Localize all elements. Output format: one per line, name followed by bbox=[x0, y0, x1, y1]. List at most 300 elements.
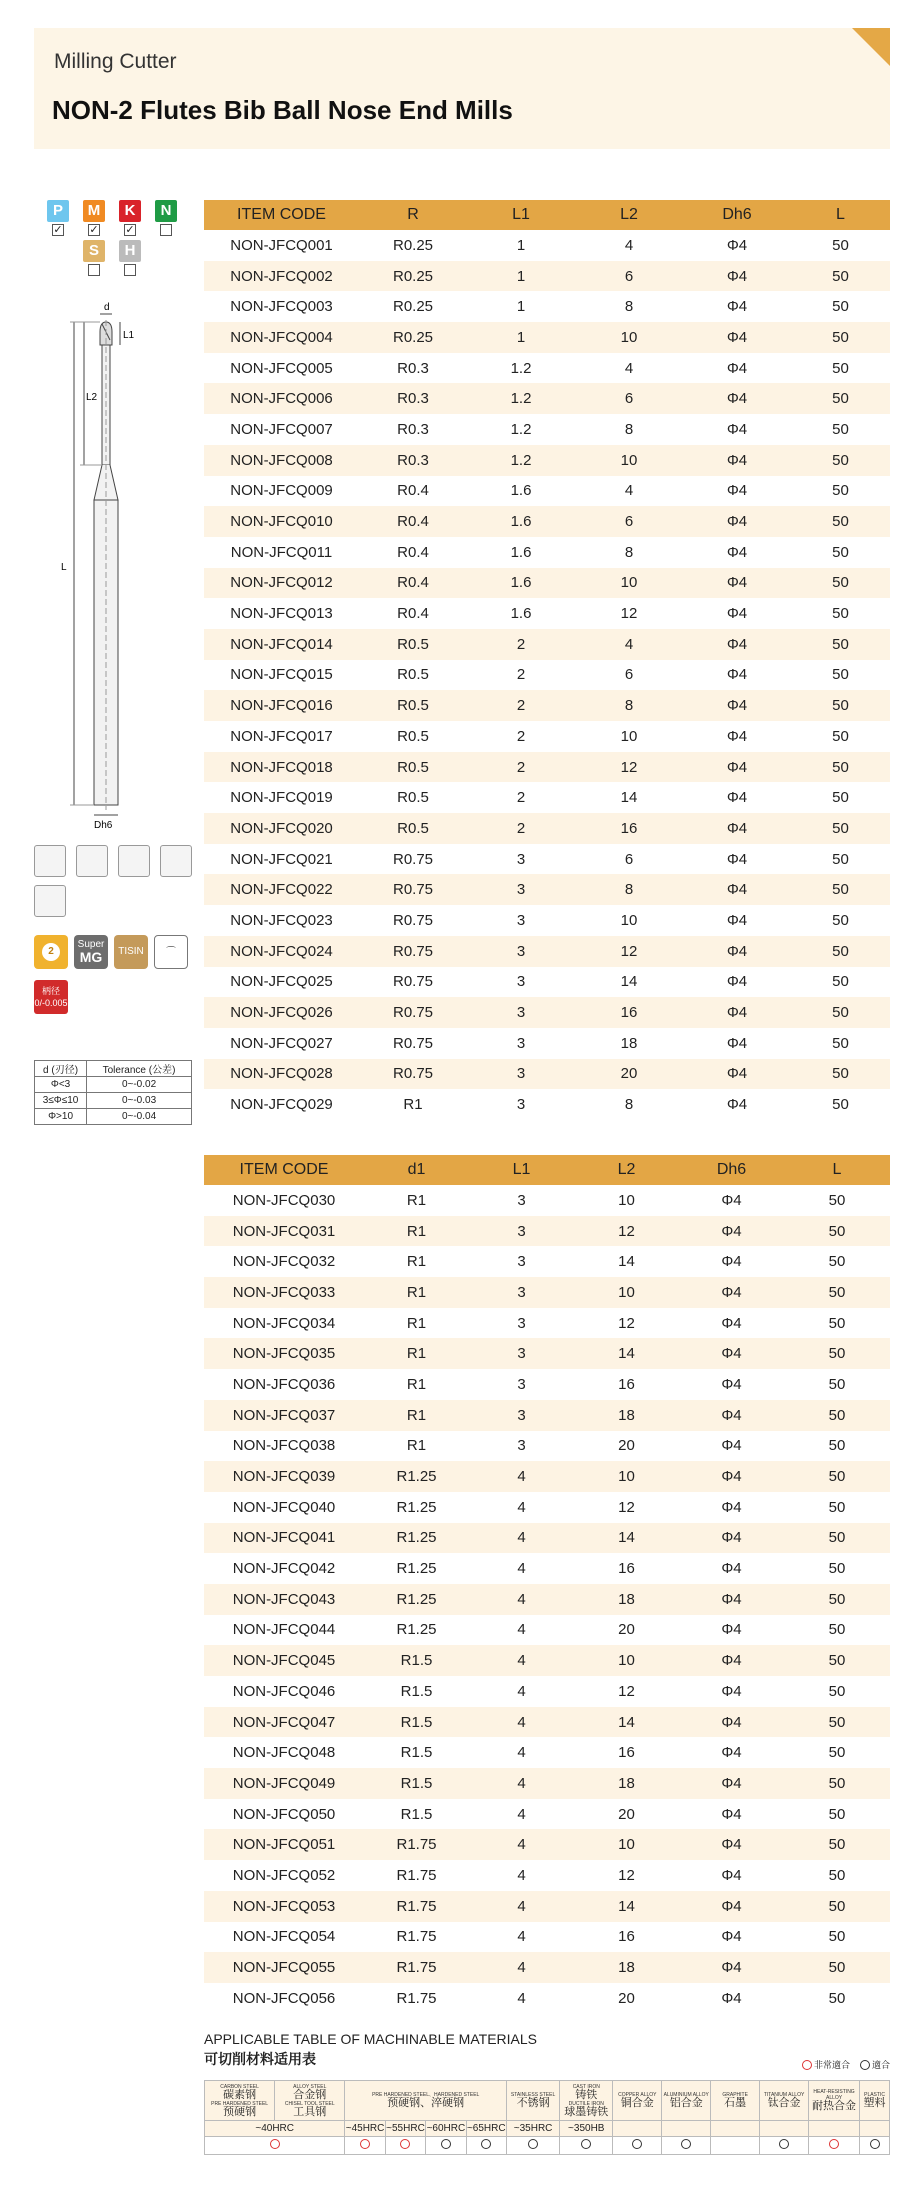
rating-cell bbox=[507, 2137, 560, 2155]
tisin-coating-badge: TISIN bbox=[114, 935, 148, 969]
table-cell: 10 bbox=[574, 1645, 679, 1676]
rating-cell bbox=[809, 2137, 860, 2155]
table-row bbox=[204, 568, 890, 599]
table-cell: Φ4 bbox=[721, 1866, 742, 1884]
table-cell: 18 bbox=[620, 1034, 638, 1052]
tolerance-table bbox=[34, 1060, 192, 1125]
column-header: R bbox=[359, 200, 467, 230]
rating-cell bbox=[426, 2137, 466, 2155]
table-row bbox=[204, 1584, 890, 1615]
table-row bbox=[204, 690, 890, 721]
table-cell: Φ4 bbox=[683, 752, 791, 783]
table-cell: 10 bbox=[574, 1277, 679, 1308]
table-cell: R0.3 bbox=[359, 445, 467, 476]
tolerance-cell: 0~-0.03 bbox=[87, 1093, 192, 1109]
material-letter: P bbox=[47, 200, 69, 222]
table-cell: NON-JFCQ033 bbox=[204, 1277, 364, 1308]
table-cell: NON-JFCQ027 bbox=[230, 1034, 333, 1052]
table-cell: Φ4 bbox=[721, 1314, 742, 1332]
table-cell: 50 bbox=[784, 1461, 890, 1492]
table-cell: 14 bbox=[574, 1338, 679, 1369]
tolerance-cell: Φ>10 bbox=[35, 1109, 87, 1125]
table-cell: R1.75 bbox=[364, 1829, 469, 1860]
table-cell: 4 bbox=[624, 236, 634, 254]
table-row bbox=[204, 322, 890, 353]
table-row bbox=[204, 967, 890, 998]
table-row bbox=[204, 1461, 890, 1492]
table-row bbox=[204, 752, 890, 783]
table-cell: Φ4 bbox=[721, 1375, 742, 1393]
badge-row bbox=[46, 200, 186, 236]
plunging-icon bbox=[118, 845, 150, 877]
table-cell: R0.75 bbox=[392, 850, 434, 868]
rating-cell bbox=[345, 2137, 385, 2155]
table-cell: R1 bbox=[364, 1338, 469, 1369]
table-cell: 50 bbox=[832, 420, 849, 438]
table-cell: 50 bbox=[791, 813, 890, 844]
table-cell: Φ4 bbox=[679, 1584, 784, 1615]
suitable-icon bbox=[681, 2139, 691, 2149]
table-row bbox=[204, 1676, 890, 1707]
hrc-cell: ~40HRC bbox=[205, 2121, 345, 2137]
material-badge-k bbox=[118, 200, 142, 236]
table-cell: 12 bbox=[574, 1216, 679, 1247]
column-header: Dh6 bbox=[679, 1155, 784, 1185]
table-cell: R0.25 bbox=[359, 322, 467, 353]
table-cell: R1 bbox=[364, 1400, 469, 1431]
table-cell: 4 bbox=[624, 359, 634, 377]
table-cell: 4 bbox=[517, 1682, 526, 1700]
table-cell: R0.75 bbox=[359, 1059, 467, 1090]
table-cell: 50 bbox=[791, 383, 890, 414]
table-cell: 50 bbox=[828, 1805, 846, 1823]
table-cell: NON-JFCQ003 bbox=[230, 298, 333, 316]
table-cell: NON-JFCQ015 bbox=[230, 666, 333, 684]
table-cell: NON-JFCQ038 bbox=[232, 1437, 336, 1455]
table-cell: Φ4 bbox=[726, 789, 748, 807]
table-cell: Φ4 bbox=[726, 359, 748, 377]
table-cell: 8 bbox=[624, 543, 634, 561]
table-cell: NON-JFCQ005 bbox=[230, 359, 333, 377]
end-mill-drawing bbox=[34, 300, 194, 830]
table-cell: 20 bbox=[618, 1989, 635, 2007]
table-cell: 12 bbox=[575, 752, 683, 783]
table-cell: Φ4 bbox=[721, 1744, 742, 1762]
table-cell: 18 bbox=[574, 1584, 679, 1615]
table-cell: R0.75 bbox=[359, 997, 467, 1028]
table-cell: Φ4 bbox=[683, 1059, 791, 1090]
table-row bbox=[204, 1400, 890, 1431]
badge-row bbox=[46, 240, 186, 276]
table-cell: 50 bbox=[828, 1375, 846, 1393]
table-cell: Φ4 bbox=[726, 911, 748, 929]
column-header: L bbox=[784, 1155, 890, 1185]
table-cell: Φ4 bbox=[721, 1191, 742, 1209]
table-cell: 3 bbox=[517, 1375, 526, 1393]
very-suitable-icon bbox=[829, 2139, 839, 2149]
column-header: d1 bbox=[364, 1155, 469, 1185]
table-cell: 50 bbox=[791, 997, 890, 1028]
table-cell: R1 bbox=[406, 1253, 427, 1271]
table-cell: 50 bbox=[828, 1191, 846, 1209]
two-flute-icon: 2 bbox=[34, 935, 68, 969]
table-cell: NON-JFCQ055 bbox=[204, 1952, 364, 1983]
col-titanium: TITANIUM ALLOY 钛合金 bbox=[760, 2081, 809, 2121]
table-cell: 50 bbox=[784, 1952, 890, 1983]
table-cell: R1.75 bbox=[364, 1952, 469, 1983]
table-cell: 1.6 bbox=[510, 482, 532, 500]
table-cell: 50 bbox=[791, 568, 890, 599]
table-cell: 50 bbox=[828, 1621, 846, 1639]
table-cell: 18 bbox=[574, 1768, 679, 1799]
material-letter: N bbox=[155, 200, 177, 222]
table-cell: 16 bbox=[618, 1928, 635, 1946]
table-cell: 3 bbox=[516, 1034, 526, 1052]
table-row bbox=[204, 1431, 890, 1462]
table-cell: 14 bbox=[574, 1891, 679, 1922]
table-cell: NON-JFCQ022 bbox=[204, 874, 359, 905]
table-cell: NON-JFCQ042 bbox=[232, 1560, 336, 1578]
table-cell: R0.25 bbox=[392, 236, 434, 254]
ball-nose-icon: ⌒ bbox=[154, 935, 188, 969]
table-cell: Φ4 bbox=[683, 568, 791, 599]
tolerance-cell: 3≤Φ≤10 bbox=[35, 1093, 87, 1109]
tolerance-row bbox=[35, 1093, 192, 1109]
table-cell: 50 bbox=[828, 1682, 846, 1700]
table-cell: Φ4 bbox=[679, 1645, 784, 1676]
table-cell: 50 bbox=[784, 1707, 890, 1738]
side-milling-icon bbox=[76, 845, 108, 877]
spec-table-1 bbox=[204, 200, 890, 1120]
table-cell: 10 bbox=[575, 445, 683, 476]
table-row bbox=[204, 353, 890, 384]
materials-table bbox=[204, 2080, 890, 2155]
table-cell: NON-JFCQ011 bbox=[230, 543, 333, 561]
table-cell: 3 bbox=[467, 997, 575, 1028]
table-row bbox=[204, 1860, 890, 1891]
table-cell: R0.75 bbox=[392, 911, 434, 929]
table-row bbox=[204, 721, 890, 752]
table-cell: 10 bbox=[575, 568, 683, 599]
table-cell: Φ4 bbox=[679, 1768, 784, 1799]
table-cell: 6 bbox=[575, 506, 683, 537]
table-cell: 14 bbox=[618, 1253, 635, 1271]
table-cell: R1 bbox=[406, 1191, 427, 1209]
table-cell: NON-JFCQ026 bbox=[204, 997, 359, 1028]
table-cell: NON-JFCQ018 bbox=[204, 752, 359, 783]
table-cell: 2 bbox=[516, 666, 526, 684]
table-cell: 4 bbox=[469, 1952, 574, 1983]
table-cell: 18 bbox=[574, 1400, 679, 1431]
table-row bbox=[204, 1277, 890, 1308]
table-cell: 1 bbox=[467, 261, 575, 292]
table-cell: 6 bbox=[575, 261, 683, 292]
table-cell: R1 bbox=[406, 1437, 427, 1455]
table-cell: 3 bbox=[517, 1314, 526, 1332]
material-checkbox bbox=[160, 224, 172, 236]
table-cell: R0.75 bbox=[359, 936, 467, 967]
table-cell: Φ4 bbox=[726, 1034, 748, 1052]
table-cell: NON-JFCQ010 bbox=[204, 506, 359, 537]
suitable-icon bbox=[870, 2139, 880, 2149]
table-cell: R0.5 bbox=[359, 690, 467, 721]
table-cell: 4 bbox=[517, 1621, 526, 1639]
table-row bbox=[204, 1216, 890, 1247]
table-cell: R0.4 bbox=[359, 568, 467, 599]
coating-badges bbox=[34, 935, 188, 969]
table-cell: R1.75 bbox=[364, 1891, 469, 1922]
label-l1: L1 bbox=[123, 330, 135, 341]
table-cell: 50 bbox=[784, 1277, 890, 1308]
table-cell: 10 bbox=[620, 727, 638, 745]
table-cell: R0.4 bbox=[397, 543, 429, 561]
table-cell: R0.75 bbox=[392, 1034, 434, 1052]
table-cell: R0.3 bbox=[397, 359, 429, 377]
table-cell: 20 bbox=[618, 1621, 635, 1639]
table-cell: 12 bbox=[618, 1866, 635, 1884]
table-cell: 3 bbox=[467, 936, 575, 967]
table-cell: Φ4 bbox=[679, 1952, 784, 1983]
table-cell: 3 bbox=[516, 911, 526, 929]
table-cell: 3 bbox=[467, 874, 575, 905]
tolerance-cell: 0~-0.02 bbox=[87, 1077, 192, 1093]
table-cell: 16 bbox=[618, 1744, 635, 1762]
table-cell: NON-JFCQ019 bbox=[230, 789, 333, 807]
table-cell: R1 bbox=[406, 1375, 427, 1393]
rating-cell bbox=[613, 2137, 662, 2155]
applicable-title: APPLICABLE TABLE OF MACHINABLE MATERIALS bbox=[204, 2031, 537, 2047]
table-cell: 6 bbox=[624, 666, 634, 684]
table-cell: Φ4 bbox=[726, 727, 748, 745]
table-cell: 3 bbox=[516, 850, 526, 868]
material-badges bbox=[46, 200, 186, 280]
table-row bbox=[204, 782, 890, 813]
table-cell: NON-JFCQ016 bbox=[204, 690, 359, 721]
table-cell: 50 bbox=[784, 1523, 890, 1554]
very-suitable-icon bbox=[270, 2139, 280, 2149]
table-cell: 1.6 bbox=[467, 568, 575, 599]
table-cell: NON-JFCQ028 bbox=[204, 1059, 359, 1090]
label-dh6: Dh6 bbox=[94, 820, 113, 830]
table-cell: 50 bbox=[828, 1866, 846, 1884]
table-cell: Φ4 bbox=[726, 1096, 748, 1114]
table-row bbox=[204, 1737, 890, 1768]
col-alloy: ALLOY STEEL 合金钢 CHISEL TOOL STEEL 工具钢 bbox=[275, 2081, 345, 2121]
rating-cell bbox=[760, 2137, 809, 2155]
table-cell: 2 bbox=[516, 727, 526, 745]
rating-cell bbox=[662, 2137, 711, 2155]
tolerance-header: d (刃径) bbox=[35, 1061, 87, 1077]
table-cell: NON-JFCQ044 bbox=[232, 1621, 336, 1639]
table-cell: 50 bbox=[784, 1216, 890, 1247]
column-header: ITEM CODE bbox=[204, 200, 359, 230]
table-cell: 50 bbox=[784, 1768, 890, 1799]
table-row bbox=[204, 1523, 890, 1554]
table-cell: 4 bbox=[469, 1584, 574, 1615]
table-cell: NON-JFCQ013 bbox=[230, 605, 333, 623]
label-l: L bbox=[61, 562, 67, 573]
table-cell: NON-JFCQ040 bbox=[232, 1498, 336, 1516]
table-cell: 8 bbox=[624, 420, 634, 438]
table-cell: 50 bbox=[784, 1400, 890, 1431]
table-cell: Φ4 bbox=[726, 482, 748, 500]
table-cell: NON-JFCQ031 bbox=[204, 1216, 364, 1247]
machining-icons bbox=[34, 845, 194, 925]
table-cell: 50 bbox=[832, 911, 849, 929]
table-cell: 50 bbox=[832, 359, 849, 377]
table-cell: Φ4 bbox=[721, 1498, 742, 1516]
table-cell: R0.4 bbox=[359, 506, 467, 537]
table-cell: R1.25 bbox=[364, 1584, 469, 1615]
table-row bbox=[204, 476, 890, 507]
label-l2: L2 bbox=[86, 392, 98, 403]
column-header: L2 bbox=[575, 200, 683, 230]
table-cell: 10 bbox=[618, 1191, 635, 1209]
table-cell: R1.5 bbox=[364, 1768, 469, 1799]
table-cell: R1.25 bbox=[364, 1523, 469, 1554]
table-cell: 50 bbox=[791, 752, 890, 783]
material-badge-s bbox=[82, 240, 106, 276]
table-cell: NON-JFCQ054 bbox=[232, 1928, 336, 1946]
table-cell: 3 bbox=[469, 1277, 574, 1308]
rating-cell bbox=[560, 2137, 613, 2155]
table-cell: NON-JFCQ047 bbox=[204, 1707, 364, 1738]
table-cell: 4 bbox=[517, 1928, 526, 1946]
table-cell: 14 bbox=[620, 789, 638, 807]
table-cell: R1 bbox=[406, 1314, 427, 1332]
table-cell: 3 bbox=[469, 1338, 574, 1369]
table-cell: 4 bbox=[469, 1891, 574, 1922]
material-letter: H bbox=[119, 240, 141, 262]
table-cell: Φ4 bbox=[679, 1523, 784, 1554]
table-cell: 50 bbox=[832, 666, 849, 684]
table-row bbox=[204, 905, 890, 936]
col-graphite: GRAPHITE 石墨 bbox=[711, 2081, 760, 2121]
column-header: Dh6 bbox=[683, 200, 791, 230]
table-cell: 4 bbox=[517, 1498, 526, 1516]
table-cell: NON-JFCQ002 bbox=[204, 261, 359, 292]
table-cell: 50 bbox=[832, 298, 849, 316]
table-cell: Φ4 bbox=[679, 1338, 784, 1369]
table-cell: Φ4 bbox=[679, 1277, 784, 1308]
table-row bbox=[204, 1922, 890, 1953]
table-cell: Φ4 bbox=[683, 322, 791, 353]
table-cell: Φ4 bbox=[726, 973, 748, 991]
spec-table-2 bbox=[204, 1155, 890, 2014]
very-suitable-icon bbox=[400, 2139, 410, 2149]
table-row bbox=[204, 1707, 890, 1738]
table-cell: 50 bbox=[832, 236, 849, 254]
tolerance-cell: 0~-0.04 bbox=[87, 1109, 192, 1125]
table-cell: Φ4 bbox=[679, 1400, 784, 1431]
table-cell: Φ4 bbox=[721, 1682, 742, 1700]
table-cell: 1.2 bbox=[467, 383, 575, 414]
table-cell: R1.5 bbox=[364, 1645, 469, 1676]
table-cell: Φ4 bbox=[721, 1621, 742, 1639]
corner-accent bbox=[852, 28, 890, 66]
table-cell: 1 bbox=[516, 298, 526, 316]
table-cell: 4 bbox=[469, 1829, 574, 1860]
table-cell: 4 bbox=[517, 1866, 526, 1884]
table-cell: Φ4 bbox=[721, 1989, 742, 2007]
rating-cell bbox=[385, 2137, 425, 2155]
table-cell: 3 bbox=[517, 1437, 526, 1455]
table-cell: 1.2 bbox=[467, 445, 575, 476]
table-cell: 20 bbox=[575, 1059, 683, 1090]
table-cell: 12 bbox=[620, 605, 638, 623]
table-cell: R1 bbox=[364, 1216, 469, 1247]
material-letter: M bbox=[83, 200, 105, 222]
col-stainless: STAINLESS STEEL 不锈钢 bbox=[507, 2081, 560, 2121]
table-cell: 16 bbox=[575, 813, 683, 844]
table-cell: 50 bbox=[791, 261, 890, 292]
table-cell: Φ4 bbox=[721, 1253, 742, 1271]
table-row bbox=[204, 414, 890, 445]
table-cell: 10 bbox=[574, 1461, 679, 1492]
table-cell: Φ4 bbox=[683, 874, 791, 905]
table-cell: NON-JFCQ023 bbox=[230, 911, 333, 929]
table-cell: 4 bbox=[575, 629, 683, 660]
very-suitable-icon bbox=[360, 2139, 370, 2149]
col-copper: COPPER ALLOY 铜合金 bbox=[613, 2081, 662, 2121]
table-cell: 4 bbox=[469, 1707, 574, 1738]
table-cell: R1.25 bbox=[396, 1621, 437, 1639]
material-badge-h bbox=[118, 240, 142, 276]
material-badge-p bbox=[46, 200, 70, 236]
table-cell: 50 bbox=[832, 1096, 849, 1114]
table-cell: 50 bbox=[832, 482, 849, 500]
material-badge-m bbox=[82, 200, 106, 236]
header-banner bbox=[34, 28, 890, 149]
table-cell: 3 bbox=[467, 1059, 575, 1090]
table-cell: R0.3 bbox=[397, 420, 429, 438]
table-cell: Φ4 bbox=[721, 1560, 742, 1578]
table-cell: NON-JFCQ049 bbox=[204, 1768, 364, 1799]
table-row bbox=[204, 445, 890, 476]
table-cell: NON-JFCQ036 bbox=[232, 1375, 336, 1393]
table-row bbox=[204, 230, 890, 261]
legend bbox=[802, 2058, 890, 2071]
table-cell: NON-JFCQ037 bbox=[204, 1400, 364, 1431]
table-cell: 8 bbox=[575, 690, 683, 721]
table-cell: Φ4 bbox=[683, 383, 791, 414]
table-cell: R0.5 bbox=[397, 666, 429, 684]
table-cell: R0.75 bbox=[359, 874, 467, 905]
table-cell: NON-JFCQ007 bbox=[230, 420, 333, 438]
table-cell: Φ4 bbox=[683, 445, 791, 476]
table-cell: NON-JFCQ039 bbox=[204, 1461, 364, 1492]
table-cell: 4 bbox=[517, 1805, 526, 1823]
pocketing-icon bbox=[34, 885, 66, 917]
table-cell: NON-JFCQ024 bbox=[204, 936, 359, 967]
table-cell: 50 bbox=[828, 1744, 846, 1762]
col-plastic: PLASTIC 塑料 bbox=[860, 2081, 890, 2121]
page-title: NON-2 Flutes Bib Ball Nose End Mills bbox=[52, 95, 513, 125]
shank-tolerance-badge: 柄径 0/-0.005 bbox=[34, 980, 68, 1014]
table-cell: NON-JFCQ025 bbox=[230, 973, 333, 991]
table-cell: 50 bbox=[832, 605, 849, 623]
col-hardened: PRE HARDENED STEEL、HARDENED STEEL 预硬钢、淬硬钢 bbox=[345, 2081, 507, 2121]
table-cell: 50 bbox=[828, 1253, 846, 1271]
tolerance-row bbox=[35, 1109, 192, 1125]
table-cell: 50 bbox=[791, 322, 890, 353]
table-cell: 50 bbox=[784, 1645, 890, 1676]
table-cell: 1.6 bbox=[510, 543, 532, 561]
hrc-cell: ~60HRC bbox=[426, 2121, 466, 2137]
table-cell: 50 bbox=[791, 629, 890, 660]
table-cell: R0.25 bbox=[359, 261, 467, 292]
table-cell: Φ4 bbox=[726, 605, 748, 623]
